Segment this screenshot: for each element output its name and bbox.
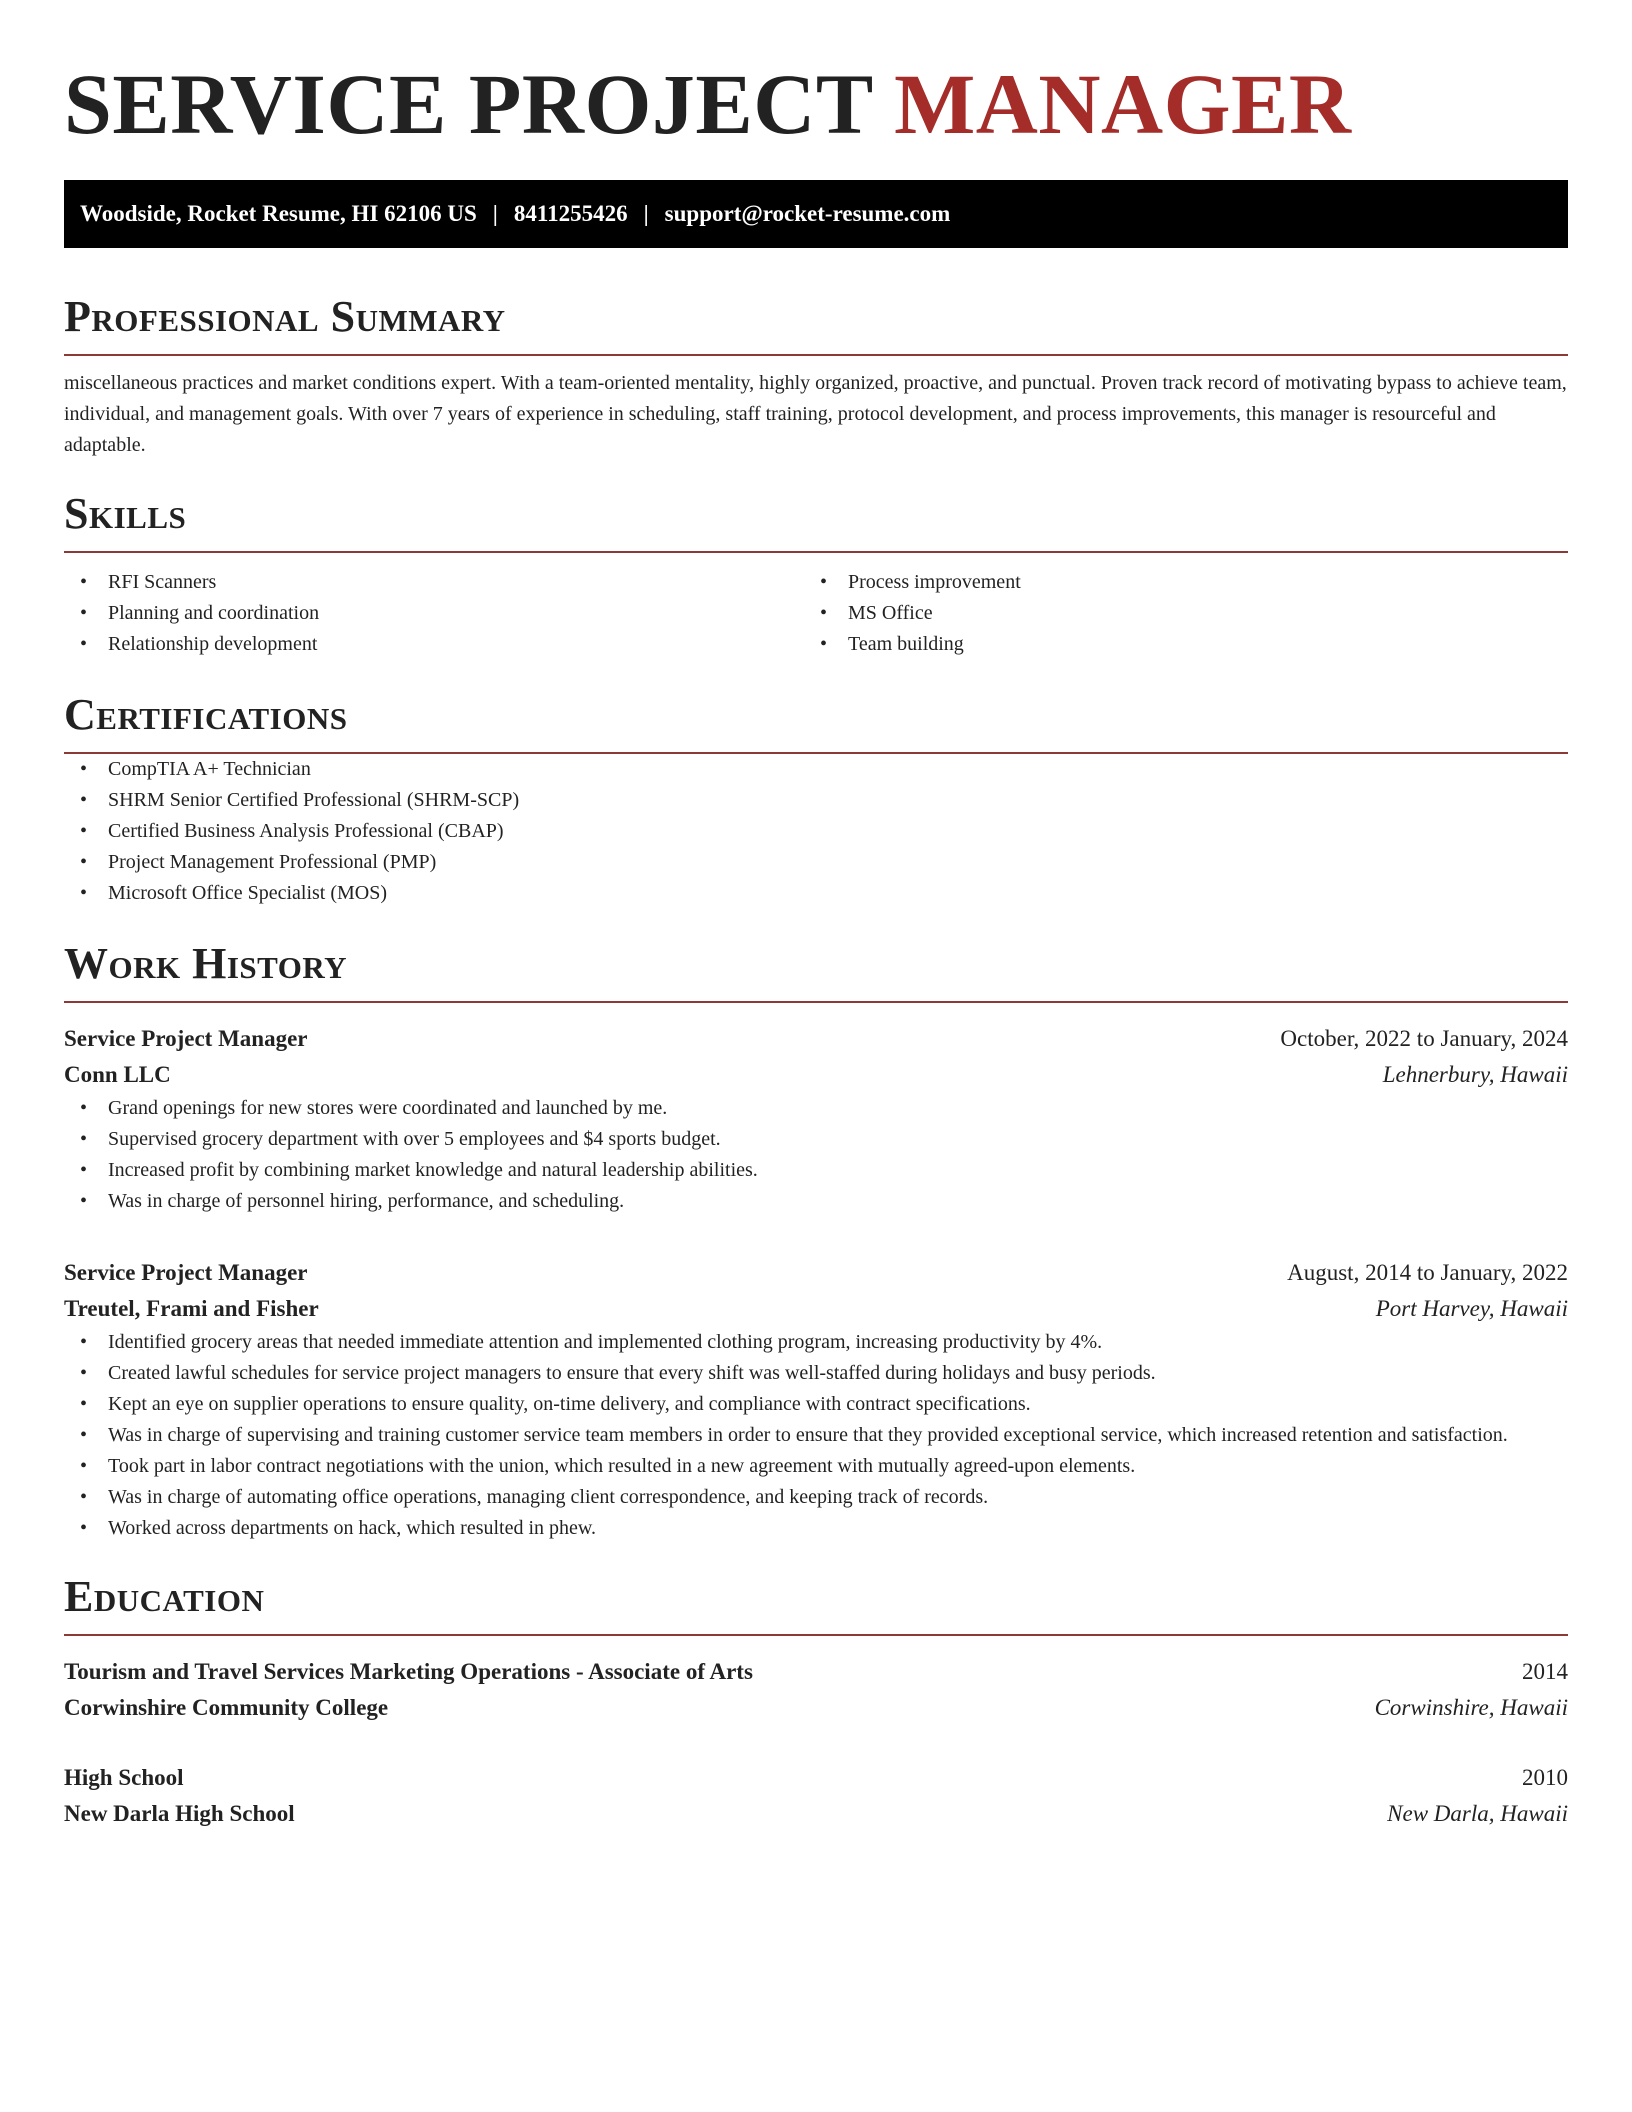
job-bullet: • Identified grocery areas that needed immediate attention and implemented clothing program, increasing productivity by 4%. [64,1327,1568,1358]
name-part1: SERVICE PROJECT [64,56,873,152]
summary-text: miscellaneous practices and market conditions expert. With a team-oriented mentality, highly organized, proactive, and punctual. Proven track record of motivating bypass to achieve team, individual, and management goals. With over 7 years of experience in scheduling, staff training, protocol development, and process improvements, this manager is resourceful and adaptable. [64,372,1567,456]
skills-grid [64,567,1568,660]
certification-item: • SHRM Senior Certified Professional (SHRM-SCP) [64,785,1568,816]
resume-page [64,0,1568,1832]
job-bullet: • Took part in labor contract negotiations with the union, which resulted in a new agreement with mutually agreed-upon elements. [64,1451,1568,1482]
job-position: Service Project Manager [64,1026,308,1051]
contact-address: Woodside, Rocket Resume, HI 62106 US [80,201,477,226]
education-degree: High School [64,1765,184,1790]
job-bullet: • Worked across departments on hack, which resulted in phew. [64,1513,1568,1544]
education-location: New Darla, Hawaii [1387,1801,1568,1826]
contact-bar [64,180,1568,248]
job-bullet: • Created lawful schedules for service project managers to ensure that every shift was well-staffed during holidays and busy periods. [64,1358,1568,1389]
education-school-row [64,1796,1568,1832]
certification-item: • Project Management Professional (PMP) [64,847,1568,878]
skills-list-right [804,567,1544,660]
job-location: Port Harvey, Hawaii [1375,1296,1568,1321]
skill-item: • Process improvement [804,567,1544,598]
skill-item: • Team building [804,629,1544,660]
contact-phone: 8411255426 [513,201,628,226]
job-bullets [64,1327,1568,1544]
education-location: Corwinshire, Hawaii [1374,1695,1568,1720]
job-company-row [64,1291,1568,1327]
name-part2: MANAGER [894,56,1352,152]
job-bullet: • Kept an eye on supplier operations to ensure quality, on-time delivery, and compliance with contract specifications. [64,1389,1568,1420]
resume-name [64,58,1568,150]
education-degree-row [64,1760,1568,1796]
education-year: 2014 [1522,1659,1568,1684]
education-year: 2010 [1522,1765,1568,1790]
skills-list-left [64,567,804,660]
job-location: Lehnerbury, Hawaii [1382,1062,1568,1087]
job-bullet: • Supervised grocery department with over 5 employees and $4 sports budget. [64,1124,1568,1155]
job-bullets [64,1093,1568,1217]
skill-item: • Planning and coordination [64,598,804,629]
job-bullet: • Was in charge of supervising and training customer service team members in order to ensure that they provided exceptional service, which increased retention and satisfaction. [64,1420,1568,1451]
job-bullet: • Was in charge of personnel hiring, performance, and scheduling. [64,1186,1568,1217]
education-degree-row [64,1654,1568,1690]
education-heading: Education [64,1572,1568,1636]
job-bullet: • Increased profit by combining market knowledge and natural leadership abilities. [64,1155,1568,1186]
education-school: Corwinshire Community College [64,1695,389,1720]
job-header-row [64,1021,1568,1057]
certifications-heading: Certifications [64,690,1568,754]
contact-email: support@rocket-resume.com [664,201,951,226]
job-bullet: • Was in charge of automating office operations, managing client correspondence, and keeping track of records. [64,1482,1568,1513]
job-dates: August, 2014 to January, 2022 [1287,1260,1568,1285]
job-dates: October, 2022 to January, 2024 [1280,1026,1568,1051]
education-school-row [64,1690,1568,1726]
work-history-heading: Work History [64,939,1568,1003]
summary-heading: Professional Summary [64,292,1568,356]
skill-item: • MS Office [804,598,1544,629]
certification-item: • Certified Business Analysis Professional (CBAP) [64,816,1568,847]
skills-heading: Skills [64,489,1568,553]
job-entry [64,1255,1568,1544]
certification-item: • CompTIA A+ Technician [64,754,1568,785]
certifications-list [64,754,1568,909]
job-bullet: • Grand openings for new stores were coordinated and launched by me. [64,1093,1568,1124]
education-school: New Darla High School [64,1801,295,1826]
skill-item: • RFI Scanners [64,567,804,598]
contact-separator: | [643,201,649,226]
job-company: Conn LLC [64,1062,171,1087]
job-entry [64,1021,1568,1217]
job-position: Service Project Manager [64,1260,308,1285]
job-company: Treutel, Frami and Fisher [64,1296,319,1321]
skill-item: • Relationship development [64,629,804,660]
education-entry [64,1760,1568,1832]
contact-separator: | [492,201,498,226]
education-degree: Tourism and Travel Services Marketing Operations - Associate of Arts [64,1659,753,1684]
job-company-row [64,1057,1568,1093]
certification-item: • Microsoft Office Specialist (MOS) [64,878,1568,909]
job-header-row [64,1255,1568,1291]
education-entry [64,1654,1568,1726]
